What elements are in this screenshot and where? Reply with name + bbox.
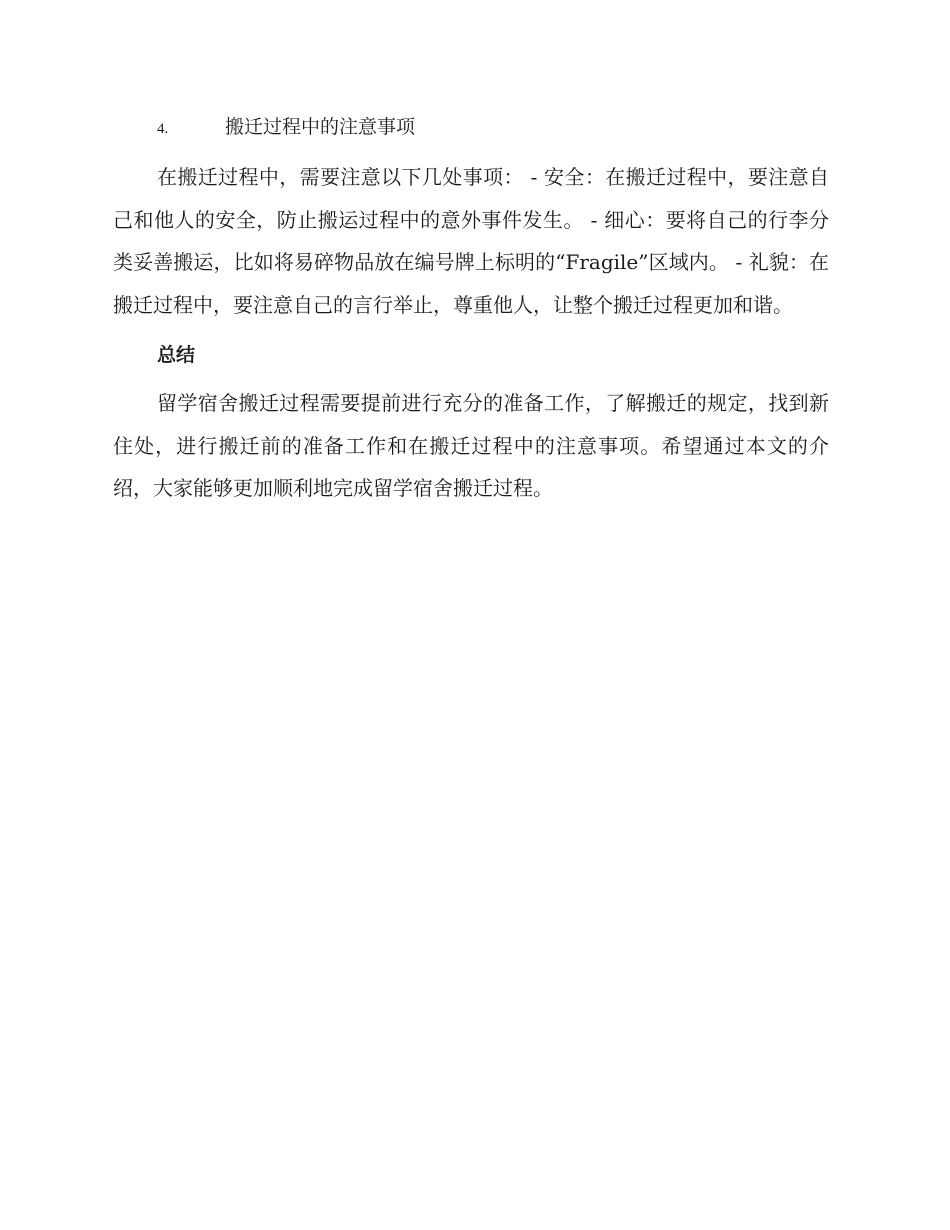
section-title: 搬迁过程中的注意事项 [225, 116, 416, 138]
document-body [113, 112, 829, 510]
summary-paragraph: 留学宿舍搬迁过程需要提前进行充分的准备工作，了解搬迁的规定，找到新住处，进行搬迁前的准备工作和在搬迁过程中的注意事项。希望通过本文的介绍，大家能够更加顺利地完成留学宿舍搬迁过程。 [113, 391, 829, 500]
section-4-paragraph: 在搬迁过程中，需要注意以下几处事项： - 安全：在搬迁过程中，要注意自己和他人的安全，防止搬运过程中的意外事件发生。 - 细心：要将自己的行李分类妥善搬运，比如将易碎物品放在编号牌上标明的“Fragile”区域内。 - 礼貌：在搬迁过程中，要注意自己的言行举止，尊重他人，让整个搬迁过程更加和谐。 [113, 165, 829, 317]
section-number: 4. [157, 121, 169, 137]
section-4-heading [113, 112, 829, 144]
summary-heading: 总结 [157, 344, 196, 366]
